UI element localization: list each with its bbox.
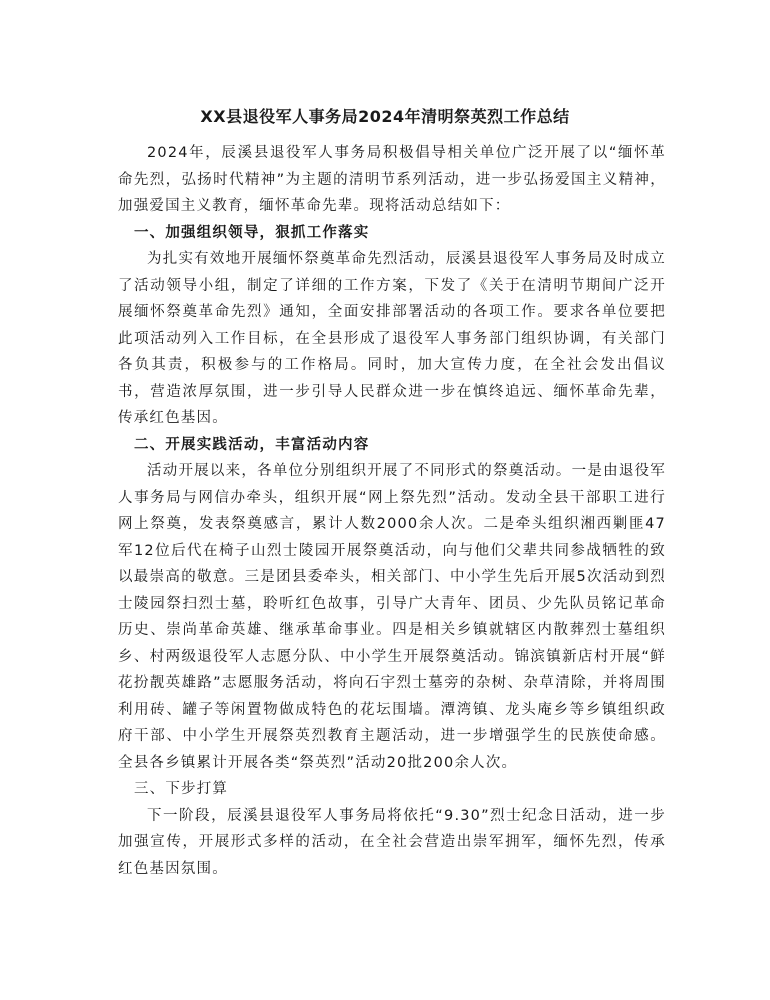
section-paragraph-2: 活动开展以来，各单位分别组织开展了不同形式的祭奠活动。一是由退役军人事务局与网信办牵头，组织开展“网上祭先烈”活动。发动全县干部职工进行网上祭奠，发表祭奠感言，累计人数2000余人次。二是牵头组织湘西剿匪47军12位后代在椅子山烈士陵园开展祭奠活动，向与他们父辈共同参战牺牲的致以最崇高的敬意。三是团县委牵头，相关部门、中小学生先后开展5次活动到烈士陵园祭扫烈士墓，聆听红色故事，引导广大青年、团员、少先队员铭记革命历史、崇尚革命英雄、继承革命事业。四是相关乡镇就辖区内散葬烈士墓组织乡、村两级退役军人志愿分队、中小学生开展祭奠活动。锦滨镇新店村开展“鲜花扮靓英雄路”志愿服务活动，将向石宇烈士墓旁的杂树、杂草清除，并将周围利用砖、罐子等闲置物做成特色的花坛围墙。潭湾镇、龙头庵乡等乡镇组织政府干部、中小学生开展祭英烈教育主题活动，进一步增强学生的民族使命感。全县各乡镇累计开展各类“祭英烈”活动20批200余人次。 — [118, 463, 666, 771]
document-body — [118, 140, 666, 882]
document-title: XX县退役军人事务局2024年清明祭英烈工作总结 — [200, 107, 570, 126]
section-paragraph-1: 为扎实有效地开展缅怀祭奠革命先烈活动，辰溪县退役军人事务局及时成立了活动领导小组，制定了详细的工作方案，下发了《关于在清明节期间广泛开展缅怀祭奠革命先烈》通知，全面安排部署活动的各项工作。要求各单位要把此项活动列入工作目标，在全县形成了退役军人事务部门组织协调，有关部门各负其责，积极参与的工作格局。同时，加大宣传力度，在全社会发出倡议书，营造浓厚氛围，进一步引导人民群众进一步在慎终追远、缅怀革命先辈，传承红色基因。 — [118, 251, 666, 426]
section-heading-1: 一、加强组织领导，狠抓工作落实 — [133, 224, 370, 241]
section-heading-2: 二、开展实践活动，丰富活动内容 — [133, 436, 370, 453]
intro-paragraph: 2024年，辰溪县退役军人事务局积极倡导相关单位广泛开展了以“缅怀革命先烈，弘扬时代精神”为主题的清明节系列活动，进一步弘扬爱国主义精神，加强爱国主义教育，缅怀革命先辈。现将活动总结如下： — [118, 145, 666, 214]
section-paragraph-3: 下一阶段，辰溪县退役军人事务局将依托“9.30”烈士纪念日活动，进一步加强宣传，开展形式多样的活动，在全社会营造出崇军拥军，缅怀先烈，传承红色基因氛围。 — [118, 807, 666, 877]
section-heading-3: 三、下步打算 — [133, 781, 229, 797]
